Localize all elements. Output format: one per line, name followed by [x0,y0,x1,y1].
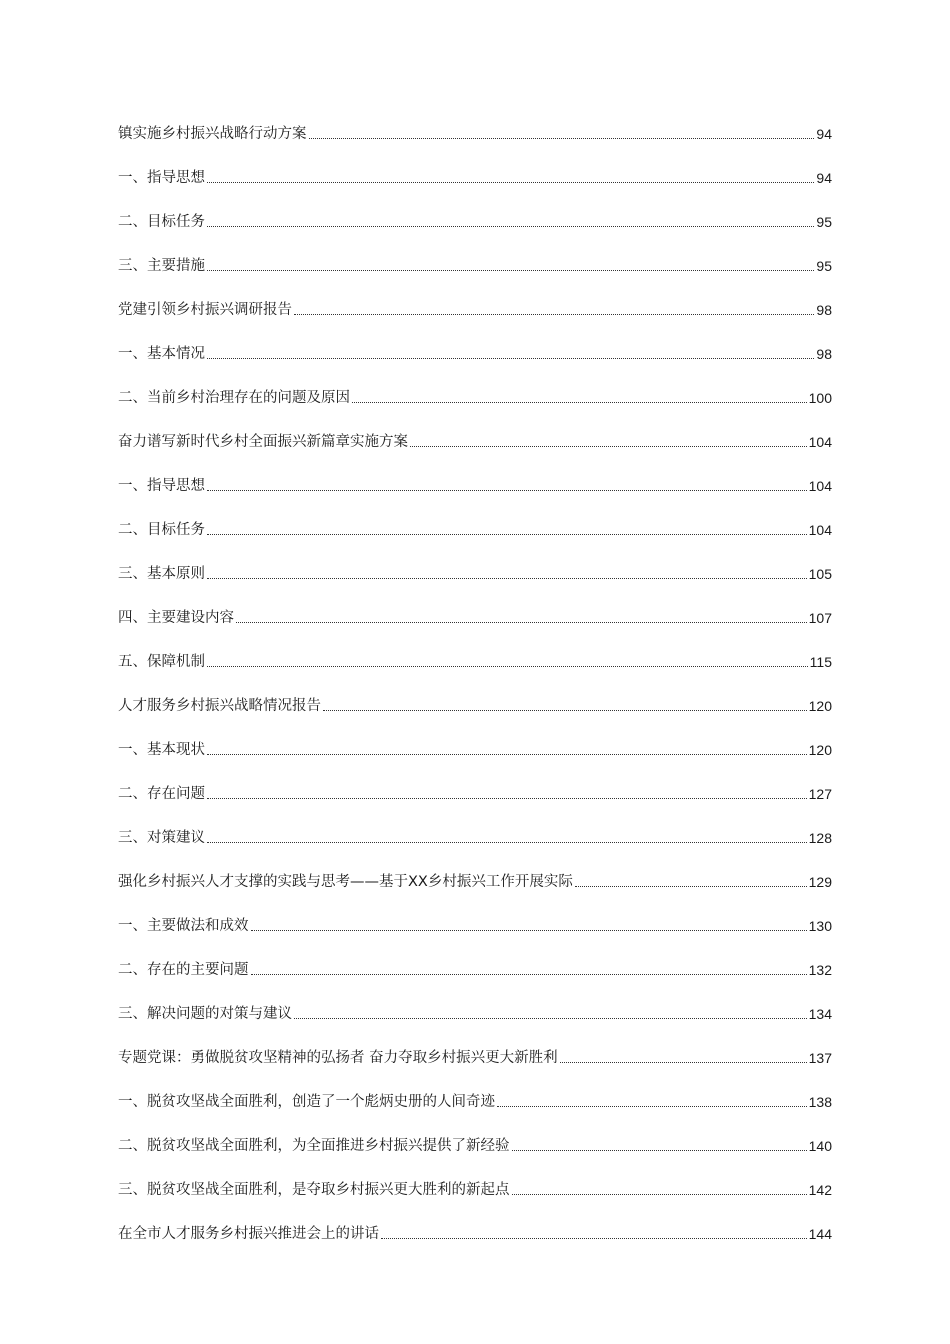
toc-entry-title: 三、主要措施 [118,258,205,274]
toc-dot-leader [207,666,808,667]
toc-entry-page: 100 [808,390,832,406]
toc-entry-page: 120 [808,698,832,714]
toc-entry-title: 五、保障机制 [118,654,205,670]
toc-entry[interactable] [118,982,832,1026]
toc-entry[interactable] [118,762,832,806]
toc-entry-page: 104 [808,478,832,494]
toc-entry-title: 奋力谱写新时代乡村全面振兴新篇章实施方案 [118,434,408,450]
toc-entry-title: 党建引领乡村振兴调研报告 [118,302,292,318]
toc-entry-page: 105 [808,566,832,582]
toc-entry-page: 95 [816,258,832,274]
toc-dot-leader [410,446,807,447]
toc-dot-leader [251,974,807,975]
table-of-contents [118,102,832,1246]
toc-entry-page: 104 [808,522,832,538]
toc-entry[interactable] [118,1070,832,1114]
toc-entry-title: 三、基本原则 [118,566,205,582]
toc-entry[interactable] [118,366,832,410]
toc-entry[interactable] [118,410,832,454]
toc-entry[interactable] [118,454,832,498]
toc-dot-leader [236,622,807,623]
toc-entry-title: 四、主要建设内容 [118,610,234,626]
toc-dot-leader [207,490,807,491]
toc-entry-page: 137 [808,1050,832,1066]
toc-entry-page: 132 [808,962,832,978]
toc-entry[interactable] [118,102,832,146]
toc-entry-title: 一、指导思想 [118,170,205,186]
toc-entry-page: 98 [816,302,832,318]
toc-entry-title: 二、存在问题 [118,786,205,802]
toc-entry[interactable] [118,278,832,322]
toc-dot-leader [352,402,807,403]
toc-dot-leader [512,1194,807,1195]
toc-dot-leader [381,1238,807,1239]
toc-entry-title: 三、对策建议 [118,830,205,846]
toc-entry[interactable] [118,190,832,234]
toc-dot-leader [207,358,814,359]
toc-entry-title: 二、当前乡村治理存在的问题及原因 [118,390,350,406]
toc-entry-page: 130 [808,918,832,934]
toc-entry[interactable] [118,542,832,586]
toc-dot-leader [207,270,814,271]
toc-entry-title: 二、目标任务 [118,522,205,538]
toc-entry-page: 95 [816,214,832,230]
toc-entry[interactable] [118,850,832,894]
toc-entry-title: 在全市人才服务乡村振兴推进会上的讲话 [118,1226,379,1242]
toc-entry[interactable] [118,894,832,938]
toc-dot-leader [207,534,807,535]
toc-dot-leader [251,930,807,931]
toc-entry[interactable] [118,1026,832,1070]
toc-dot-leader [294,1018,807,1019]
toc-entry-page: 127 [808,786,832,802]
toc-entry-page: 98 [816,346,832,362]
toc-entry-title: 二、存在的主要问题 [118,962,249,978]
toc-entry-title: 三、解决问题的对策与建议 [118,1006,292,1022]
toc-entry[interactable] [118,498,832,542]
toc-entry-page: 120 [808,742,832,758]
toc-entry[interactable] [118,806,832,850]
toc-entry-title: 一、主要做法和成效 [118,918,249,934]
toc-entry-page: 144 [808,1226,832,1242]
toc-entry-page: 115 [809,654,832,670]
toc-entry[interactable] [118,718,832,762]
toc-entry[interactable] [118,1158,832,1202]
toc-entry[interactable] [118,322,832,366]
toc-entry[interactable] [118,146,832,190]
toc-entry-title: 镇实施乡村振兴战略行动方案 [118,126,307,142]
toc-entry-title: 人才服务乡村振兴战略情况报告 [118,698,321,714]
toc-entry-page: 129 [808,874,832,890]
toc-entry-title: 二、脱贫攻坚战全面胜利，为全面推进乡村振兴提供了新经验 [118,1138,510,1154]
toc-dot-leader [575,886,807,887]
toc-entry-title: 强化乡村振兴人才支撑的实践与思考——基于XX乡村振兴工作开展实际 [118,874,573,890]
toc-entry-page: 94 [816,126,832,142]
toc-dot-leader [207,842,807,843]
toc-dot-leader [207,226,814,227]
toc-entry-title: 一、脱贫攻坚战全面胜利，创造了一个彪炳史册的人间奇迹 [118,1094,495,1110]
toc-entry-title: 一、基本情况 [118,346,205,362]
toc-dot-leader [207,754,807,755]
toc-entry[interactable] [118,234,832,278]
toc-entry-title: 一、指导思想 [118,478,205,494]
toc-dot-leader [497,1106,807,1107]
toc-dot-leader [207,578,807,579]
toc-entry[interactable] [118,586,832,630]
toc-dot-leader [323,710,807,711]
toc-dot-leader [207,182,814,183]
toc-dot-leader [512,1150,807,1151]
toc-dot-leader [309,138,815,139]
toc-entry-title: 二、目标任务 [118,214,205,230]
toc-entry-page: 138 [808,1094,832,1110]
toc-entry-page: 140 [808,1138,832,1154]
toc-entry[interactable] [118,674,832,718]
toc-dot-leader [207,798,807,799]
toc-entry-title: 一、基本现状 [118,742,205,758]
toc-entry-title: 三、脱贫攻坚战全面胜利，是夺取乡村振兴更大胜利的新起点 [118,1182,510,1198]
toc-entry[interactable] [118,1114,832,1158]
toc-entry-page: 134 [808,1006,832,1022]
toc-entry-page: 128 [808,830,832,846]
toc-entry-page: 107 [808,610,832,626]
toc-entry-page: 94 [816,170,832,186]
toc-entry-page: 142 [808,1182,832,1198]
toc-dot-leader [294,314,814,315]
toc-entry[interactable] [118,630,832,674]
toc-entry[interactable] [118,938,832,982]
toc-entry-title: 专题党课：勇做脱贫攻坚精神的弘扬者 奋力夺取乡村振兴更大新胜利 [118,1050,558,1066]
toc-dot-leader [560,1062,807,1063]
toc-entry[interactable] [118,1202,832,1246]
toc-entry-page: 104 [808,434,832,450]
